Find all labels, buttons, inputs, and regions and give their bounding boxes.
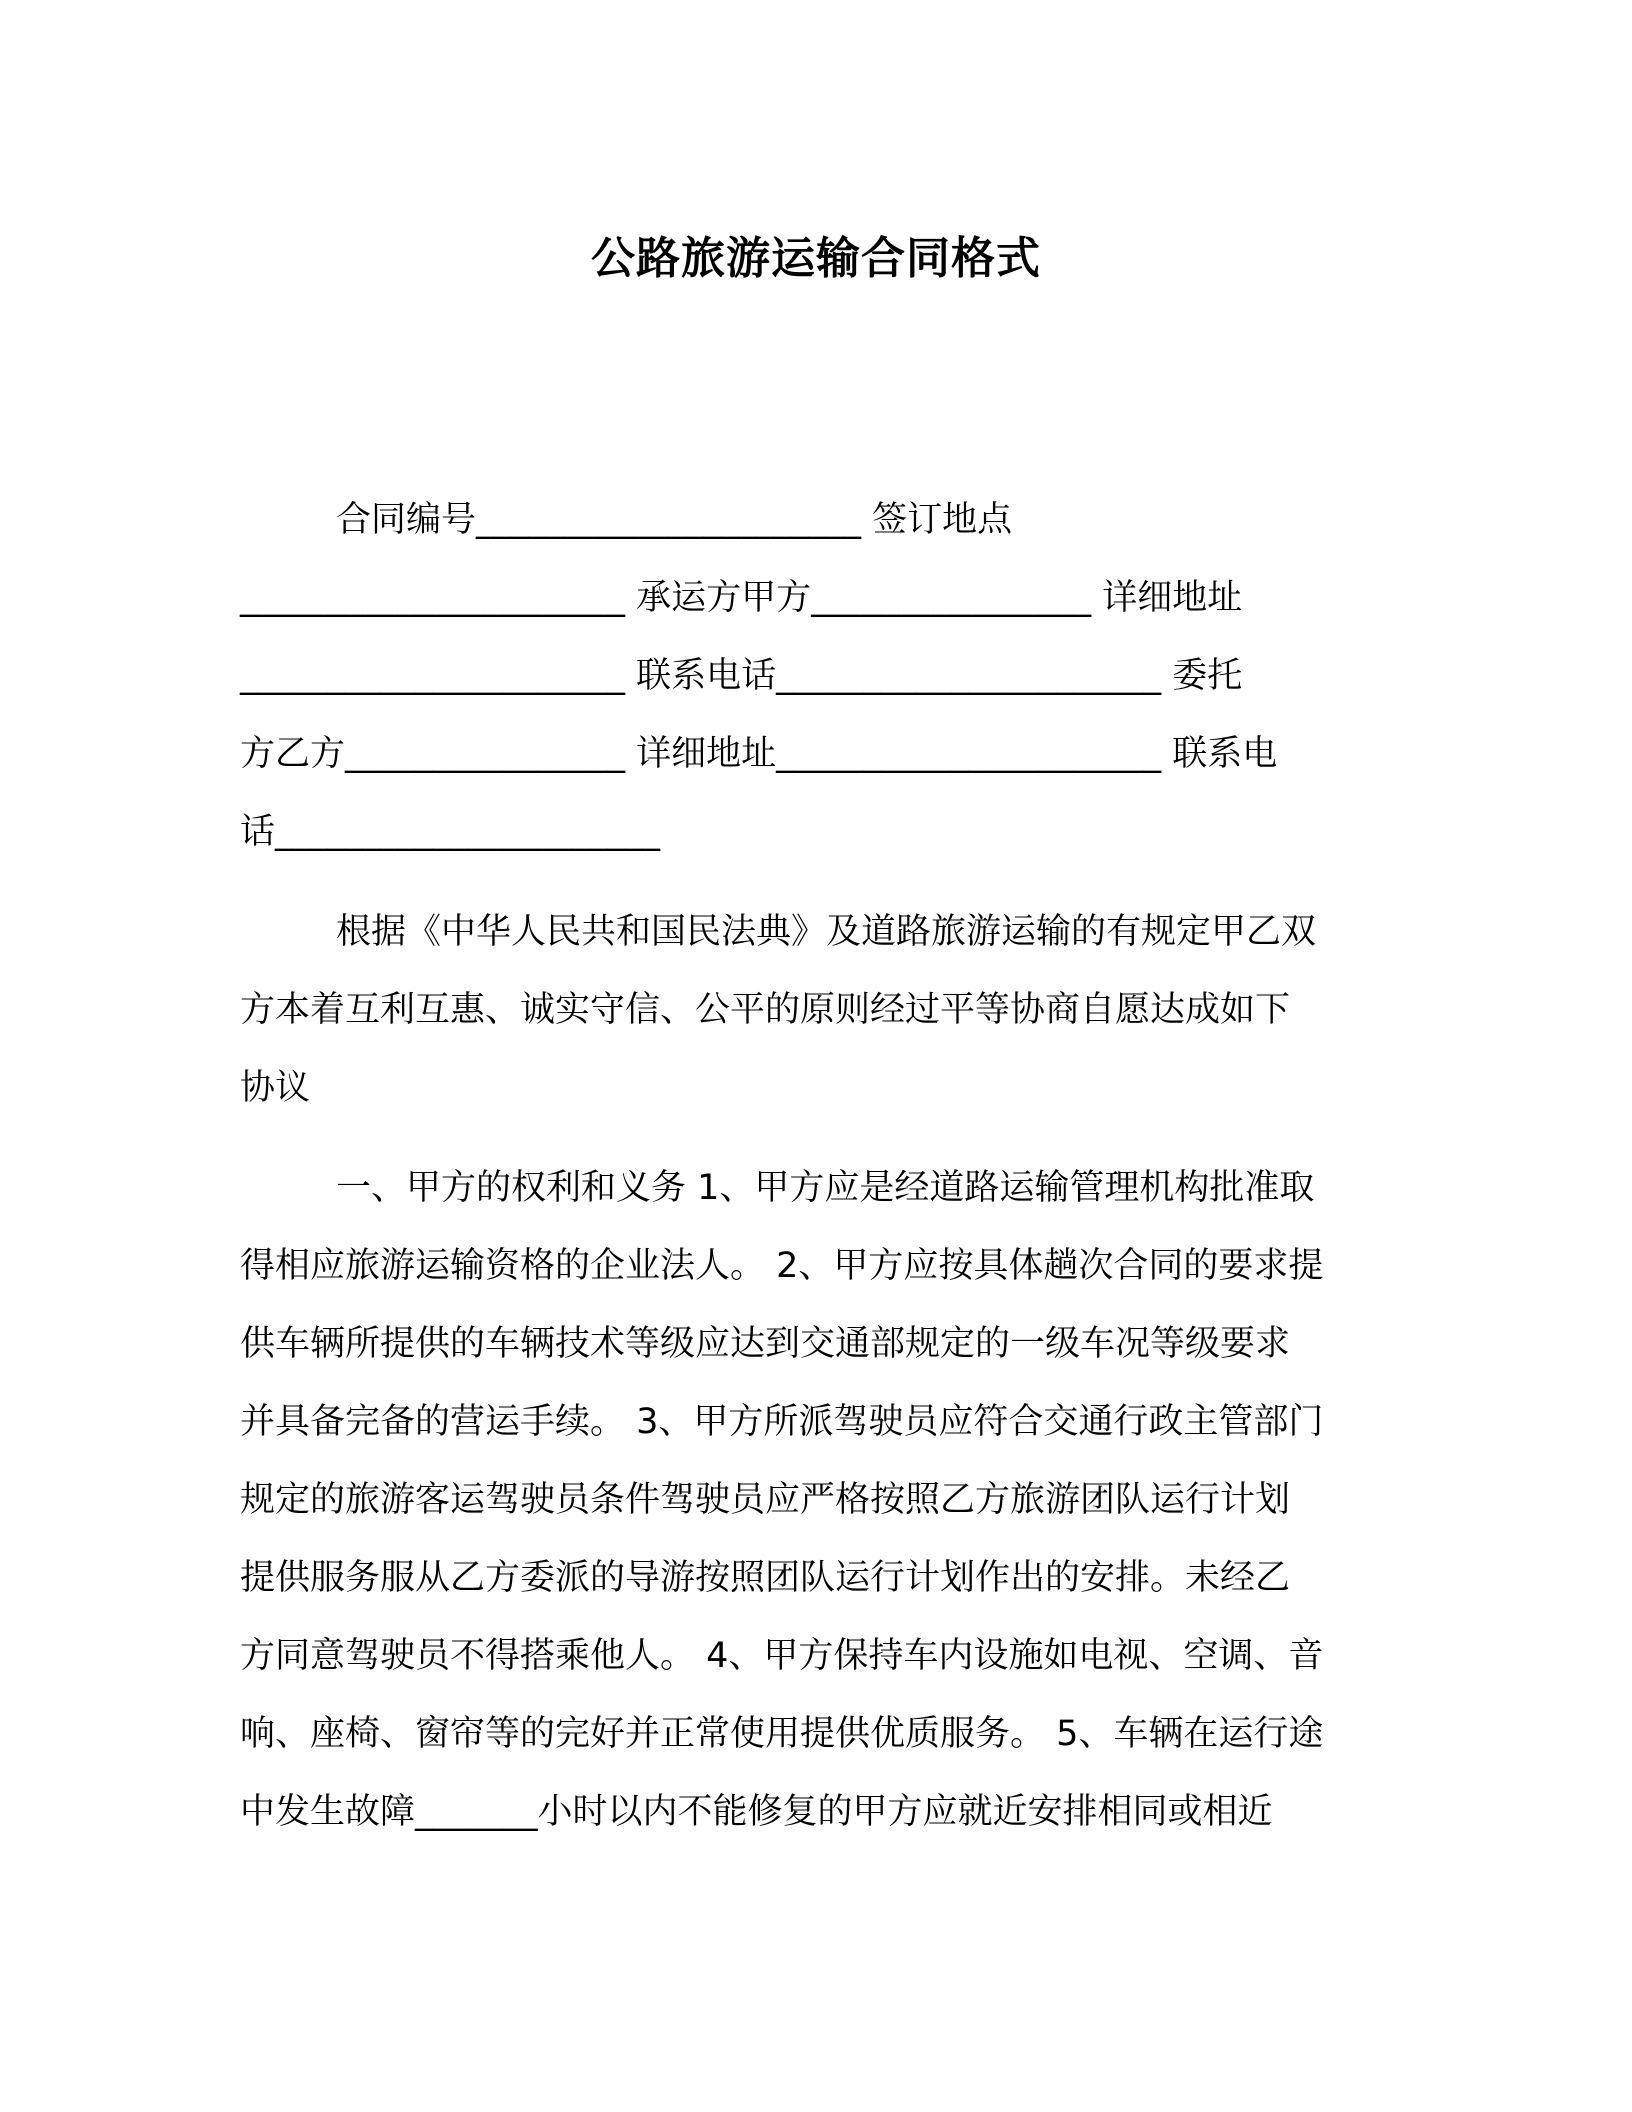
section1-line: 响、座椅、窗帘等的完好并正常使用提供优质服务。 5、车辆在运行途 xyxy=(240,1714,1324,1754)
preamble-line: 根据《中华人民共和国民法典》及道路旅游运输的有规定甲乙双 xyxy=(336,912,1317,952)
header-line: 方乙方________________ 详细地址______________________ 联系电 xyxy=(240,734,1278,774)
section1-line: 方同意驾驶员不得搭乘他人。 4、甲方保持车内设施如电视、空调、音 xyxy=(240,1636,1324,1676)
section1-line: 中发生故障_______小时以内不能修复的甲方应就近安排相同或相近 xyxy=(240,1792,1273,1832)
document-title: 公路旅游运输合同格式 xyxy=(591,233,1041,284)
header-line: 话______________________ xyxy=(240,812,661,852)
section1-line: 一、甲方的权利和义务 1、甲方应是经道路运输管理机构批准取 xyxy=(336,1168,1315,1208)
header-line: ______________________ 联系电话______________________ 委托 xyxy=(240,656,1243,696)
section1-line: 供车辆所提供的车辆技术等级应达到交通部规定的一级车况等级要求 xyxy=(240,1324,1291,1364)
section1-line: 并具备完备的营运手续。 3、甲方所派驾驶员应符合交通行政主管部门 xyxy=(240,1402,1324,1442)
section1-line: 规定的旅游客运驾驶员条件驾驶员应严格按照乙方旅游团队运行计划 xyxy=(240,1480,1291,1520)
header-line: 合同编号______________________ 签订地点 xyxy=(336,500,1013,540)
preamble-line: 方本着互利互惠、诚实守信、公平的原则经过平等协商自愿达成如下 xyxy=(240,990,1291,1030)
preamble-line: 协议 xyxy=(240,1068,311,1108)
section1-line: 得相应旅游运输资格的企业法人。 2、甲方应按具体趟次合同的要求提 xyxy=(240,1246,1324,1286)
section1-line: 提供服务服从乙方委派的导游按照团队运行计划作出的安排。未经乙 xyxy=(240,1558,1291,1598)
header-line: ______________________ 承运方甲方________________ 详细地址 xyxy=(240,578,1243,618)
